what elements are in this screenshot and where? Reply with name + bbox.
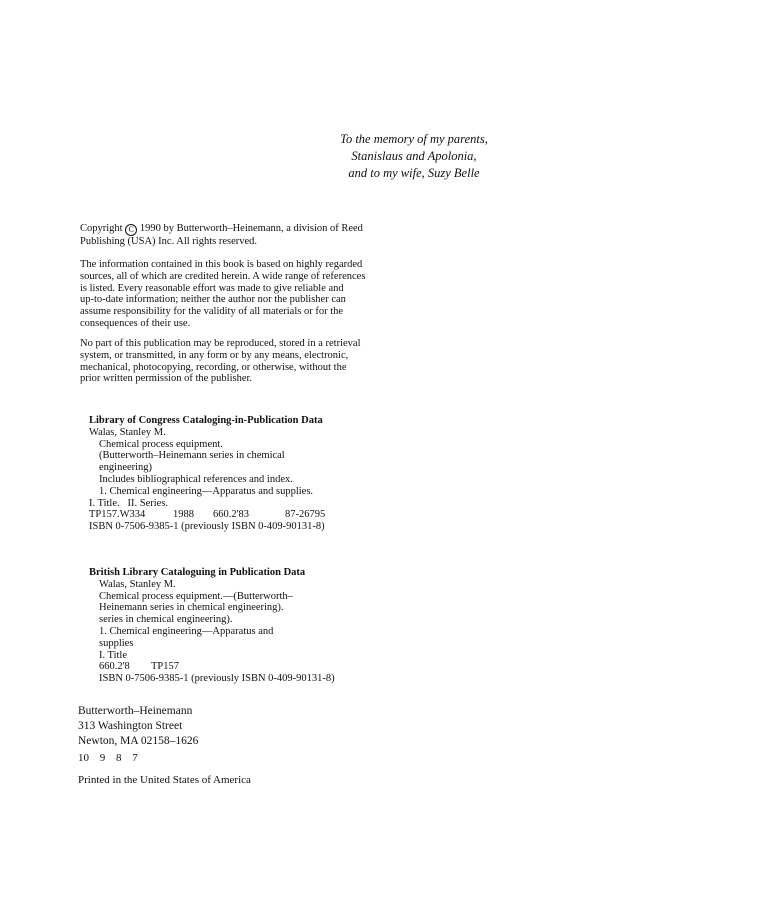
british-cip-heading: British Library Cataloguing in Publication Data xyxy=(89,567,306,578)
loc-cip-year: 1988 xyxy=(173,509,194,521)
copyright-prefix: Copyright xyxy=(80,223,123,234)
info-line: assume responsibility for the validity of all materials or for the xyxy=(80,306,344,318)
british-cip-author: Walas, Stanley M. xyxy=(99,578,176,590)
british-cip-call-number: TP157 xyxy=(151,661,180,673)
dedication-line: and to my wife, Suzy Belle xyxy=(348,166,480,180)
loc-cip-author: Walas, Stanley M. xyxy=(89,426,166,438)
printing-number-line: 10 9 8 7 xyxy=(78,752,138,764)
loc-cip-lccn: 87-26795 xyxy=(285,509,326,521)
publisher-address xyxy=(78,704,198,750)
copyright-symbol-icon: C xyxy=(125,224,137,236)
british-cip-line: Heinemann series in chemical engineering). xyxy=(99,602,284,614)
info-line: is listed. Every reasonable effort was made to give reliable and xyxy=(80,282,344,294)
rights-line: mechanical, photocopying, recording, or otherwise, without the xyxy=(80,361,347,373)
loc-cip-line: Includes bibliographical references and index. xyxy=(99,473,293,485)
copyright-year-holder: 1990 by Butterworth–Heinemann, a division of Reed xyxy=(139,223,363,234)
british-cip-classification-row xyxy=(89,661,335,673)
british-cip-line: I. Title xyxy=(99,649,128,661)
rights-line: No part of this publication may be reproduced, stored in a retrieval xyxy=(80,338,361,349)
loc-cip-line: Chemical process equipment. xyxy=(99,438,223,450)
british-cip-line: 1. Chemical engineering—Apparatus and xyxy=(99,625,274,637)
rights-paragraph xyxy=(80,338,361,385)
british-cip-line: supplies xyxy=(99,637,134,649)
printed-in-notice: Printed in the United States of America xyxy=(78,774,251,786)
loc-cip-isbn: ISBN 0-7506-9385-1 (previously ISBN 0-409-90131-8) xyxy=(89,521,325,533)
loc-cip-line: (Butterworth–Heinemann series in chemical xyxy=(99,450,285,462)
copyright-line-2: Publishing (USA) Inc. All rights reserved. xyxy=(80,236,258,247)
info-line: up-to-date information; neither the author nor the publisher can xyxy=(80,294,346,306)
address-line: Butterworth–Heinemann xyxy=(78,705,193,717)
loc-cip-title-series: I. Title. II. Series. xyxy=(89,497,169,509)
loc-cip-dewey: 660.2'83 xyxy=(213,509,250,521)
address-line: Newton, MA 02158–1626 xyxy=(78,735,199,748)
address-line: 313 Washington Street xyxy=(78,720,183,733)
british-cip-isbn: ISBN 0-7506-9385-1 (previously ISBN 0-409-90131-8) xyxy=(99,673,335,685)
rights-line: system, or transmitted, in any form or by any means, electronic, xyxy=(80,349,349,361)
dedication xyxy=(300,131,528,182)
loc-cip-block xyxy=(89,415,325,533)
british-cip-block xyxy=(89,567,335,685)
copyright-notice xyxy=(80,223,363,248)
info-line: consequences of their use. xyxy=(80,317,191,329)
dedication-line: To the memory of my parents, xyxy=(340,132,488,146)
loc-cip-classification-row xyxy=(89,509,325,521)
loc-cip-call-number: TP157.W334 xyxy=(89,509,146,521)
info-line: sources, all of which are credited herein. A wide range of references xyxy=(80,270,366,282)
info-paragraph xyxy=(80,259,365,330)
rights-line: prior written permission of the publisher. xyxy=(80,373,253,385)
loc-cip-heading: Library of Congress Cataloging-in-Publication Data xyxy=(89,415,323,426)
dedication-line: Stanislaus and Apolonia, xyxy=(351,149,477,163)
loc-cip-line: engineering) xyxy=(99,462,153,474)
info-line: The information contained in this book is based on highly regarded xyxy=(80,259,363,270)
british-cip-dewey: 660.2'8 xyxy=(99,661,130,673)
british-cip-line: Chemical process equipment.—(Butterworth– xyxy=(99,590,293,602)
british-cip-line: series in chemical engineering). xyxy=(99,614,233,626)
loc-cip-line: 1. Chemical engineering—Apparatus and supplies. xyxy=(99,485,314,497)
